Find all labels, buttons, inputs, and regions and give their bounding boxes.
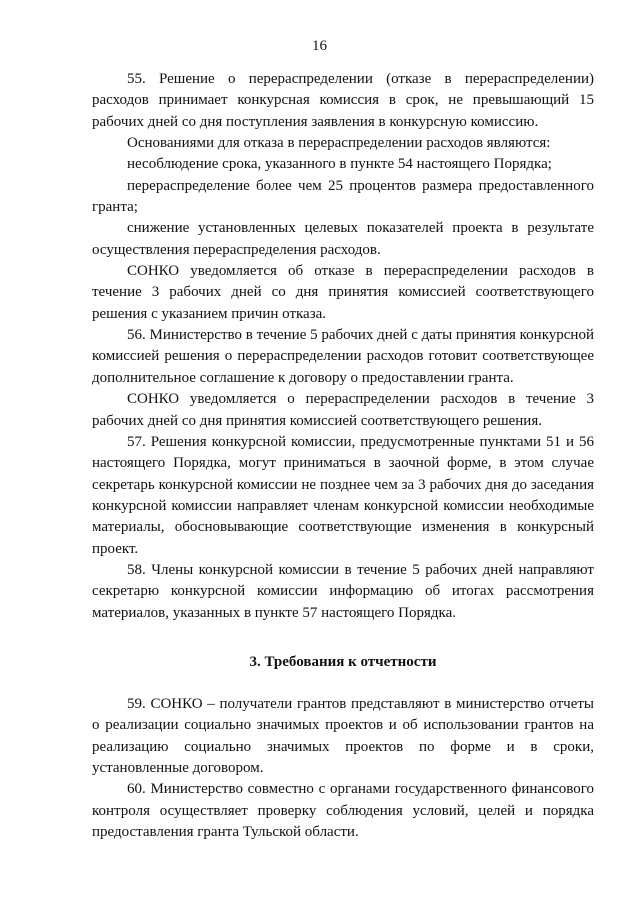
paragraph-59: 59. СОНКО – получатели грантов представляют в министерство отчеты о реализации социально значимых проектов и об использовании грантов на реализацию социально значимых проектов по форме и в сроки, установленные договором. <box>92 695 594 776</box>
paragraph-refusal-notice: СОНКО уведомляется об отказе в перераспределении расходов в течение 3 рабочих дней со дня принятия комиссией соответствующего решения с указанием причин отказа. <box>92 263 594 322</box>
paragraph-60: 60. Министерство совместно с органами государственного финансового контроля осуществляет проверку соблюдения условий, целей и порядка предоставления гранта Тульской области. <box>92 781 594 840</box>
paragraph-55: 55. Решение о перераспределении (отказе в перераспределении) расходов принимает конкурсная комиссия в срок, не превышающий 15 рабочих дней со дня поступления заявления в конкурсную комиссию. <box>92 71 594 130</box>
document-body <box>92 69 594 843</box>
section-title: 3. Требования к отчетности <box>249 653 437 670</box>
paragraph-57: 57. Решения конкурсной комиссии, предусмотренные пунктами 51 и 56 настоящего Порядка, могут приниматься в заочной форме, в этом случае секретарь конкурсной комиссии не позднее чем за 3 рабочих дня до заседания конкурсной комиссии направляет членам конкурсной комиссии необходимые материалы, обосновывающие соответствующие изменения в конкурсный проект. <box>92 433 594 557</box>
page-number: 16 <box>312 38 327 54</box>
paragraph-56: 56. Министерство в течение 5 рабочих дней с даты принятия конкурсной комиссией решения о перераспределении расходов готовит соответствующее дополнительное соглашение к договору о предоставлении гранта. <box>92 327 594 386</box>
paragraph-redistribution-notice: СОНКО уведомляется о перераспределении расходов в течение 3 рабочих дней со дня принятия комиссией соответствующего решения. <box>92 391 594 429</box>
paragraph-refusal-ground-1: несоблюдение срока, указанного в пункте 54 настоящего Порядка; <box>127 156 552 173</box>
paragraph-refusal-ground-3: снижение установленных целевых показателей проекта в результате осуществления перераспределения расходов. <box>92 220 594 258</box>
section-spacer-bottom <box>92 673 594 694</box>
paragraph-refusal-grounds: Основаниями для отказа в перераспределении расходов являются: <box>127 135 551 152</box>
paragraph-58: 58. Члены конкурсной комиссии в течение 5 рабочих дней направляют секретарю конкурсной комиссии информацию об итогах рассмотрения материалов, указанных в пункте 57 настоящего Порядка. <box>92 561 594 621</box>
section-spacer-top <box>92 624 594 638</box>
paragraph-refusal-ground-2: перераспределение более чем 25 процентов размера предоставленного гранта; <box>92 177 594 216</box>
